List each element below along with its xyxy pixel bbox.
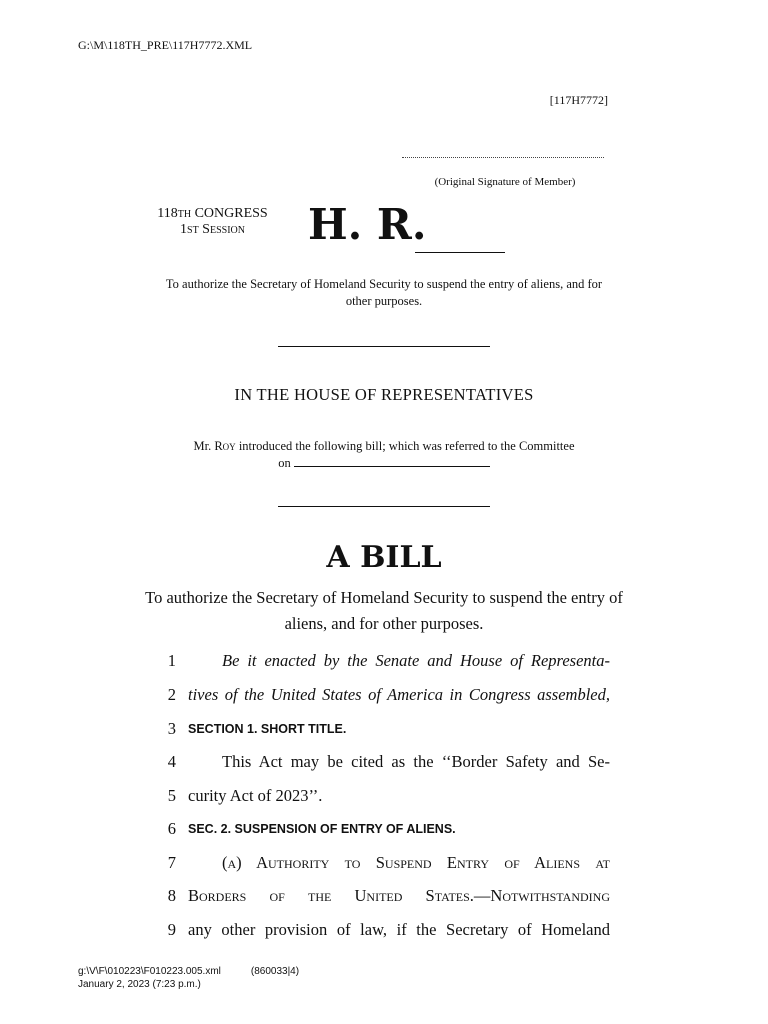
divider-rule	[278, 506, 490, 507]
line-number: 7	[167, 853, 176, 872]
session-label: 1st Session	[180, 222, 245, 237]
bill-label: A BILL	[326, 540, 442, 575]
subsection-heading-line: Borders of the United States.—Notwithstanding	[188, 886, 610, 905]
committee-blank	[294, 456, 490, 467]
enacting-clause-line: Be it enacted by the Senate and House of Representa-	[222, 651, 610, 670]
line-number: 3	[167, 719, 176, 738]
page-footer	[78, 965, 299, 991]
bill-text-line: curity Act of 2023’’.	[188, 786, 323, 805]
bill-prefix: H. R.	[308, 200, 427, 249]
file-path: G:\M\118TH_PRE\117H7772.XML	[78, 38, 253, 52]
enacting-clause-line: tives of the United States of America in Congress assembled,	[188, 685, 610, 704]
section-heading: SECTION 1. SHORT TITLE.	[188, 722, 347, 736]
footer-file: g:\V\F\010223\F010223.005.xml	[78, 966, 221, 977]
bill-number-blank	[415, 252, 505, 253]
document-id: [117H7772]	[549, 93, 608, 107]
bill-text-line: This Act may be cited as the ‘‘Border Safety and Se-	[222, 752, 610, 771]
congress-label: 118th CONGRESS	[157, 206, 268, 221]
introduction-statement	[150, 438, 618, 472]
short-title: To authorize the Secretary of Homeland Security to suspend the entry of aliens, and for other purposes.	[165, 277, 603, 308]
line-number: 6	[167, 819, 176, 838]
signature-line	[402, 157, 604, 158]
footer-date: January 2, 2023 (7:23 p.m.)	[78, 979, 201, 990]
committee-on-label: on	[278, 456, 291, 470]
long-title: To authorize the Secretary of Homeland Security to suspend the entry of aliens, and for other purposes.	[145, 588, 623, 633]
line-number: 2	[167, 685, 176, 704]
introduction-text: introduced the following bill; which was referred to the Committee	[238, 439, 575, 453]
line-number: 9	[167, 920, 176, 939]
bill-text-line: any other provision of law, if the Secretary of Homeland	[188, 920, 610, 939]
line-number: 8	[167, 886, 176, 905]
sponsor-name: Roy	[214, 439, 236, 453]
subsection-heading-line: (a) Authority to Suspend Entry of Aliens at	[222, 853, 610, 872]
section-heading: SEC. 2. SUSPENSION OF ENTRY OF ALIENS.	[188, 822, 456, 836]
sponsor-prefix: Mr.	[193, 439, 212, 453]
line-number: 1	[167, 651, 176, 670]
congress-session	[140, 206, 285, 238]
chamber-heading: IN THE HOUSE OF REPRESENTATIVES	[234, 385, 534, 404]
footer-code: (860033|4)	[250, 966, 300, 977]
line-number: 4	[167, 752, 176, 771]
line-number: 5	[167, 786, 176, 805]
divider-rule	[278, 346, 490, 347]
signature-caption: (Original Signature of Member)	[434, 176, 576, 188]
